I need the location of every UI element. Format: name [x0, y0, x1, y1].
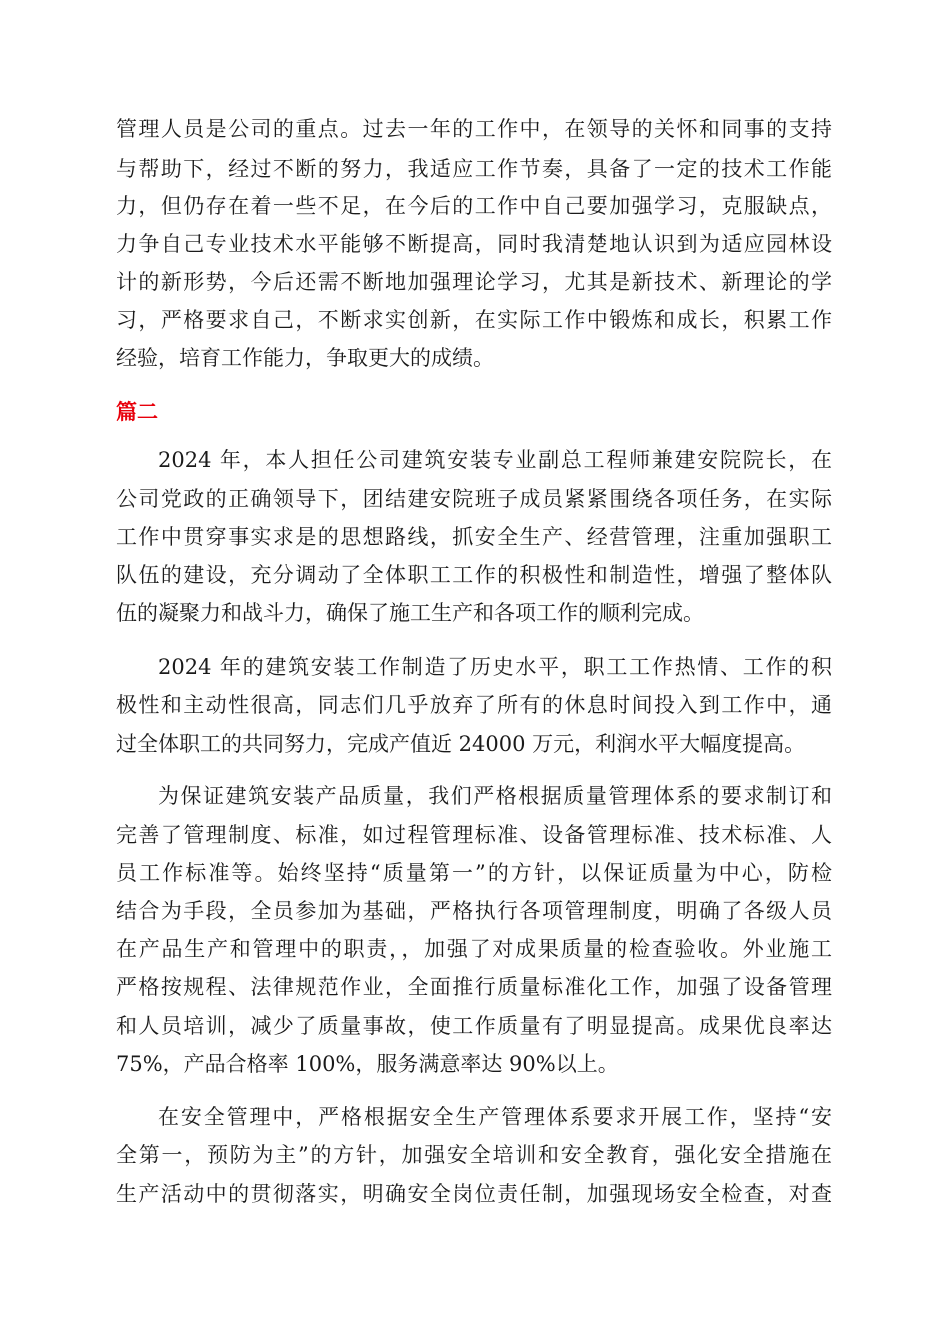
- text-line: 结合为手段，全员参加为基础，严格执行各项管理制度，明确了各级人员: [116, 899, 832, 923]
- text-line: 生产活动中的贯彻落实，明确安全岗位责任制，加强现场安全检查，对查: [116, 1182, 832, 1206]
- text-line: 计的新形势，今后还需不断地加强理论学习，尤其是新技术、新理论的学: [116, 270, 832, 294]
- text-line: 公司党政的正确领导下，团结建安院班子成员紧紧围绕各项任务，在实际: [116, 487, 832, 511]
- text-line: 经验，培育工作能力，争取更大的成绩。: [116, 346, 494, 370]
- text-line: 习，严格要求自己，不断求实创新，在实际工作中锻炼和成长，积累工作: [116, 308, 832, 332]
- text-line: 2024 年，本人担任公司建筑安装专业副总工程师兼建安院院长，在: [158, 448, 832, 472]
- text-line: 在产品生产和管理中的职责，，加强了对成果质量的检查验收。外业施工: [116, 937, 832, 961]
- text-line: 完善了管理制度、标准，如过程管理标准、设备管理标准、技术标准、人: [116, 823, 832, 847]
- text-line: 和人员培训，减少了质量事故，使工作质量有了明显提高。成果优良率达: [116, 1014, 832, 1038]
- text-line: 力争自己专业技术水平能够不断提高，同时我清楚地认识到为适应园林设: [116, 232, 832, 256]
- section-heading: 篇二: [116, 400, 158, 424]
- text-line: 75%，产品合格率 100%，服务满意率达 90%以上。: [116, 1052, 619, 1076]
- text-line: 队伍的建设，充分调动了全体职工工作的积极性和制造性，增强了整体队: [116, 563, 832, 587]
- text-line: 严格按规程、法律规范作业，全面推行质量标准化工作，加强了设备管理: [116, 975, 832, 999]
- text-line: 全第一，预防为主”的方针，加强安全培训和安全教育，强化安全措施在: [116, 1143, 832, 1167]
- text-line: 员工作标准等。始终坚持“质量第一”的方针，以保证质量为中心，防检: [116, 861, 832, 885]
- text-line: 在安全管理中，严格根据安全生产管理体系要求开展工作，坚持“安: [158, 1105, 832, 1129]
- text-line: 伍的凝聚力和战斗力，确保了施工生产和各项工作的顺利完成。: [116, 601, 704, 625]
- text-line: 过全体职工的共同努力，完成产值近 24000 万元，利润水平大幅度提高。: [116, 732, 806, 756]
- text-line: 管理人员是公司的重点。过去一年的工作中，在领导的关怀和同事的支持: [116, 117, 832, 141]
- text-line: 与帮助下，经过不断的努力，我适应工作节奏，具备了一定的技术工作能: [116, 157, 832, 181]
- text-line: 力，但仍存在着一些不足，在今后的工作中自己要加强学习，克服缺点，: [116, 194, 832, 218]
- text-line: 2024 年的建筑安装工作制造了历史水平，职工工作热情、工作的积: [158, 655, 832, 679]
- text-line: 极性和主动性很高，同志们几乎放弃了所有的休息时间投入到工作中，通: [116, 693, 832, 717]
- text-line: 为保证建筑安装产品质量，我们严格根据质量管理体系的要求制订和: [158, 784, 832, 808]
- text-line: 工作中贯穿事实求是的思想路线，抓安全生产、经营管理，注重加强职工: [116, 525, 832, 549]
